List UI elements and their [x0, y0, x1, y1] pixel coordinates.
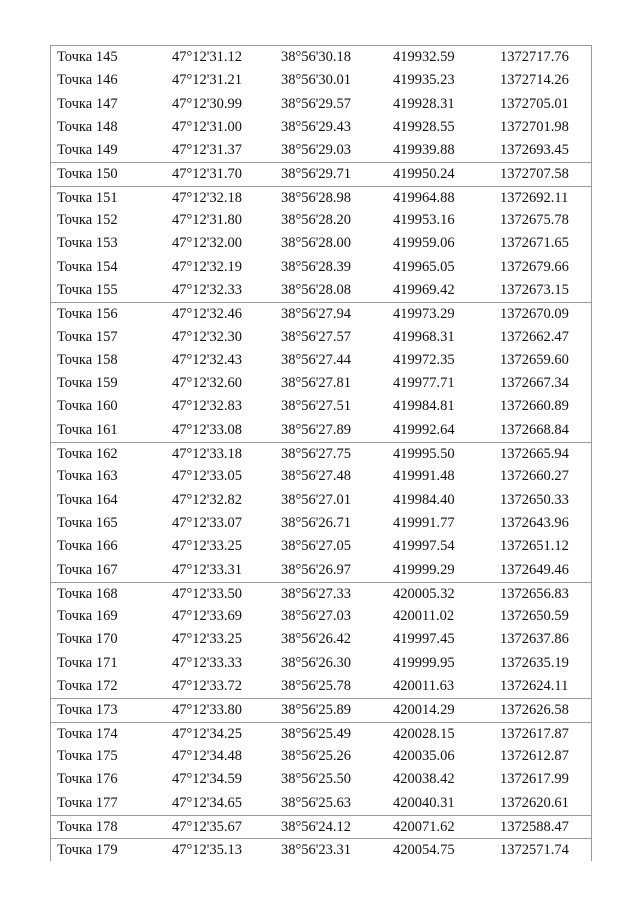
- y-coordinate-cell: 1372705.01: [500, 95, 569, 112]
- latitude-cell: 47°12'30.99: [172, 95, 243, 112]
- y-coordinate-cell: 1372670.09: [500, 306, 569, 323]
- point-name-cell: Точка 150: [57, 166, 118, 183]
- table-row: [51, 349, 591, 372]
- table-row: [51, 768, 591, 791]
- y-coordinate-cell: 1372665.94: [500, 446, 569, 463]
- longitude-cell: 38°56'27.01: [281, 491, 352, 508]
- point-name-cell: Точка 171: [57, 654, 118, 671]
- table-row: [51, 256, 591, 279]
- point-name-cell: Точка 154: [57, 258, 118, 275]
- point-name-cell: Точка 159: [57, 375, 118, 392]
- longitude-cell: 38°56'27.03: [281, 608, 352, 625]
- table-row: [51, 162, 591, 185]
- y-coordinate-cell: 1372617.87: [500, 725, 569, 742]
- latitude-cell: 47°12'34.65: [172, 794, 243, 811]
- latitude-cell: 47°12'33.07: [172, 514, 243, 531]
- point-name-cell: Точка 162: [57, 446, 118, 463]
- table-row: [51, 442, 591, 465]
- table-row: [51, 209, 591, 232]
- longitude-cell: 38°56'29.43: [281, 118, 352, 135]
- latitude-cell: 47°12'33.08: [172, 421, 243, 438]
- longitude-cell: 38°56'29.57: [281, 95, 352, 112]
- y-coordinate-cell: 1372667.34: [500, 375, 569, 392]
- point-name-cell: Точка 178: [57, 818, 118, 835]
- y-coordinate-cell: 1372626.58: [500, 702, 569, 719]
- y-coordinate-cell: 1372701.98: [500, 118, 569, 135]
- longitude-cell: 38°56'27.81: [281, 375, 352, 392]
- table-row: [51, 815, 591, 838]
- x-coordinate-cell: 419928.31: [393, 95, 455, 112]
- latitude-cell: 47°12'33.80: [172, 702, 243, 719]
- point-name-cell: Точка 164: [57, 491, 118, 508]
- table-row: [51, 93, 591, 116]
- y-coordinate-cell: 1372679.66: [500, 258, 569, 275]
- x-coordinate-cell: 419977.71: [393, 375, 455, 392]
- latitude-cell: 47°12'34.25: [172, 725, 243, 742]
- y-coordinate-cell: 1372571.74: [500, 842, 569, 859]
- table-row: [51, 326, 591, 349]
- latitude-cell: 47°12'35.13: [172, 842, 243, 859]
- x-coordinate-cell: 419935.23: [393, 72, 455, 89]
- longitude-cell: 38°56'26.30: [281, 654, 352, 671]
- point-name-cell: Точка 173: [57, 702, 118, 719]
- latitude-cell: 47°12'32.46: [172, 306, 243, 323]
- latitude-cell: 47°12'32.33: [172, 281, 243, 298]
- x-coordinate-cell: 419928.55: [393, 118, 455, 135]
- x-coordinate-cell: 420035.06: [393, 747, 455, 764]
- table-row: [51, 675, 591, 698]
- y-coordinate-cell: 1372620.61: [500, 794, 569, 811]
- latitude-cell: 47°12'33.72: [172, 678, 243, 695]
- longitude-cell: 38°56'30.01: [281, 72, 352, 89]
- y-coordinate-cell: 1372675.78: [500, 212, 569, 229]
- x-coordinate-cell: 420040.31: [393, 794, 455, 811]
- x-coordinate-cell: 419999.29: [393, 561, 455, 578]
- table-row: [51, 605, 591, 628]
- table-row: [51, 512, 591, 535]
- latitude-cell: 47°12'32.43: [172, 351, 243, 368]
- longitude-cell: 38°56'25.49: [281, 725, 352, 742]
- latitude-cell: 47°12'33.50: [172, 585, 243, 602]
- y-coordinate-cell: 1372643.96: [500, 514, 569, 531]
- y-coordinate-cell: 1372659.60: [500, 351, 569, 368]
- x-coordinate-cell: 419997.45: [393, 631, 455, 648]
- x-coordinate-cell: 420071.62: [393, 818, 455, 835]
- y-coordinate-cell: 1372651.12: [500, 538, 569, 555]
- y-coordinate-cell: 1372714.26: [500, 72, 569, 89]
- longitude-cell: 38°56'27.75: [281, 446, 352, 463]
- x-coordinate-cell: 420014.29: [393, 702, 455, 719]
- point-name-cell: Точка 168: [57, 585, 118, 602]
- point-name-cell: Точка 145: [57, 49, 118, 65]
- x-coordinate-cell: 419969.42: [393, 281, 455, 298]
- latitude-cell: 47°12'34.48: [172, 747, 243, 764]
- x-coordinate-cell: 419997.54: [393, 538, 455, 555]
- longitude-cell: 38°56'28.08: [281, 281, 352, 298]
- table-row: [51, 69, 591, 92]
- x-coordinate-cell: 419968.31: [393, 328, 455, 345]
- point-name-cell: Точка 147: [57, 95, 118, 112]
- y-coordinate-cell: 1372673.15: [500, 281, 569, 298]
- y-coordinate-cell: 1372656.83: [500, 585, 569, 602]
- point-name-cell: Точка 158: [57, 351, 118, 368]
- y-coordinate-cell: 1372637.86: [500, 631, 569, 648]
- point-name-cell: Точка 160: [57, 398, 118, 415]
- x-coordinate-cell: 419964.88: [393, 189, 455, 206]
- table-row: [51, 582, 591, 605]
- latitude-cell: 47°12'33.25: [172, 538, 243, 555]
- table-row: [51, 559, 591, 582]
- coordinates-table: [50, 45, 592, 861]
- table-row: [51, 139, 591, 162]
- point-name-cell: Точка 149: [57, 142, 118, 159]
- x-coordinate-cell: 420054.75: [393, 842, 455, 859]
- longitude-cell: 38°56'25.89: [281, 702, 352, 719]
- latitude-cell: 47°12'34.59: [172, 771, 243, 788]
- y-coordinate-cell: 1372612.87: [500, 747, 569, 764]
- x-coordinate-cell: 419953.16: [393, 212, 455, 229]
- x-coordinate-cell: 419999.95: [393, 654, 455, 671]
- table-row: [51, 535, 591, 558]
- longitude-cell: 38°56'29.03: [281, 142, 352, 159]
- x-coordinate-cell: 420028.15: [393, 725, 455, 742]
- latitude-cell: 47°12'31.00: [172, 118, 243, 135]
- latitude-cell: 47°12'33.33: [172, 654, 243, 671]
- point-name-cell: Точка 163: [57, 468, 118, 485]
- x-coordinate-cell: 419959.06: [393, 235, 455, 252]
- y-coordinate-cell: 1372617.99: [500, 771, 569, 788]
- y-coordinate-cell: 1372662.47: [500, 328, 569, 345]
- latitude-cell: 47°12'32.83: [172, 398, 243, 415]
- table-row: [51, 302, 591, 325]
- table-row: [51, 372, 591, 395]
- x-coordinate-cell: 419973.29: [393, 306, 455, 323]
- longitude-cell: 38°56'28.39: [281, 258, 352, 275]
- y-coordinate-cell: 1372650.59: [500, 608, 569, 625]
- longitude-cell: 38°56'29.71: [281, 166, 352, 183]
- y-coordinate-cell: 1372649.46: [500, 561, 569, 578]
- latitude-cell: 47°12'33.05: [172, 468, 243, 485]
- point-name-cell: Точка 172: [57, 678, 118, 695]
- y-coordinate-cell: 1372650.33: [500, 491, 569, 508]
- table-row: [51, 116, 591, 139]
- x-coordinate-cell: 419992.64: [393, 421, 455, 438]
- longitude-cell: 38°56'28.00: [281, 235, 352, 252]
- y-coordinate-cell: 1372624.11: [500, 678, 569, 695]
- table-row: [51, 628, 591, 651]
- y-coordinate-cell: 1372635.19: [500, 654, 569, 671]
- latitude-cell: 47°12'33.18: [172, 446, 243, 463]
- point-name-cell: Точка 166: [57, 538, 118, 555]
- table-row: [51, 745, 591, 768]
- latitude-cell: 47°12'33.69: [172, 608, 243, 625]
- longitude-cell: 38°56'27.05: [281, 538, 352, 555]
- x-coordinate-cell: 419972.35: [393, 351, 455, 368]
- longitude-cell: 38°56'24.12: [281, 818, 352, 835]
- y-coordinate-cell: 1372588.47: [500, 818, 569, 835]
- point-name-cell: Точка 176: [57, 771, 118, 788]
- longitude-cell: 38°56'25.63: [281, 794, 352, 811]
- table-row: [51, 186, 591, 209]
- longitude-cell: 38°56'26.42: [281, 631, 352, 648]
- point-name-cell: Точка 170: [57, 631, 118, 648]
- longitude-cell: 38°56'28.98: [281, 189, 352, 206]
- longitude-cell: 38°56'25.26: [281, 747, 352, 764]
- longitude-cell: 38°56'26.97: [281, 561, 352, 578]
- latitude-cell: 47°12'33.31: [172, 561, 243, 578]
- point-name-cell: Точка 155: [57, 281, 118, 298]
- table-row: [51, 465, 591, 488]
- longitude-cell: 38°56'27.33: [281, 585, 352, 602]
- latitude-cell: 47°12'31.37: [172, 142, 243, 159]
- point-name-cell: Точка 151: [57, 189, 118, 206]
- y-coordinate-cell: 1372671.65: [500, 235, 569, 252]
- latitude-cell: 47°12'32.00: [172, 235, 243, 252]
- latitude-cell: 47°12'32.30: [172, 328, 243, 345]
- latitude-cell: 47°12'31.70: [172, 166, 243, 183]
- table-row: [51, 279, 591, 302]
- longitude-cell: 38°56'28.20: [281, 212, 352, 229]
- point-name-cell: Точка 146: [57, 72, 118, 89]
- x-coordinate-cell: 419991.77: [393, 514, 455, 531]
- point-name-cell: Точка 148: [57, 118, 118, 135]
- longitude-cell: 38°56'27.57: [281, 328, 352, 345]
- x-coordinate-cell: 420011.02: [393, 608, 455, 625]
- point-name-cell: Точка 161: [57, 421, 118, 438]
- table-row: [51, 698, 591, 721]
- latitude-cell: 47°12'35.67: [172, 818, 243, 835]
- longitude-cell: 38°56'25.50: [281, 771, 352, 788]
- x-coordinate-cell: 419991.48: [393, 468, 455, 485]
- point-name-cell: Точка 179: [57, 842, 118, 859]
- y-coordinate-cell: 1372692.11: [500, 189, 569, 206]
- table-row: [51, 46, 591, 69]
- point-name-cell: Точка 157: [57, 328, 118, 345]
- latitude-cell: 47°12'32.18: [172, 189, 243, 206]
- x-coordinate-cell: 420005.32: [393, 585, 455, 602]
- longitude-cell: 38°56'26.71: [281, 514, 352, 531]
- x-coordinate-cell: 419950.24: [393, 166, 455, 183]
- x-coordinate-cell: 419984.40: [393, 491, 455, 508]
- table-row: [51, 838, 591, 861]
- point-name-cell: Точка 165: [57, 514, 118, 531]
- longitude-cell: 38°56'23.31: [281, 842, 352, 859]
- latitude-cell: 47°12'32.60: [172, 375, 243, 392]
- longitude-cell: 38°56'25.78: [281, 678, 352, 695]
- point-name-cell: Точка 169: [57, 608, 118, 625]
- point-name-cell: Точка 174: [57, 725, 118, 742]
- point-name-cell: Точка 175: [57, 747, 118, 764]
- x-coordinate-cell: 420038.42: [393, 771, 455, 788]
- latitude-cell: 47°12'31.80: [172, 212, 243, 229]
- longitude-cell: 38°56'27.94: [281, 306, 352, 323]
- x-coordinate-cell: 419939.88: [393, 142, 455, 159]
- point-name-cell: Точка 156: [57, 306, 118, 323]
- latitude-cell: 47°12'32.19: [172, 258, 243, 275]
- point-name-cell: Точка 153: [57, 235, 118, 252]
- y-coordinate-cell: 1372707.58: [500, 166, 569, 183]
- table-row: [51, 395, 591, 418]
- longitude-cell: 38°56'27.51: [281, 398, 352, 415]
- y-coordinate-cell: 1372717.76: [500, 49, 569, 65]
- table-row: [51, 722, 591, 745]
- y-coordinate-cell: 1372668.84: [500, 421, 569, 438]
- point-name-cell: Точка 167: [57, 561, 118, 578]
- longitude-cell: 38°56'27.89: [281, 421, 352, 438]
- point-name-cell: Точка 152: [57, 212, 118, 229]
- y-coordinate-cell: 1372660.89: [500, 398, 569, 415]
- y-coordinate-cell: 1372693.45: [500, 142, 569, 159]
- table-row: [51, 232, 591, 255]
- latitude-cell: 47°12'31.12: [172, 49, 243, 65]
- table-row: [51, 652, 591, 675]
- table-row: [51, 489, 591, 512]
- x-coordinate-cell: 419965.05: [393, 258, 455, 275]
- table-row: [51, 419, 591, 442]
- x-coordinate-cell: 419932.59: [393, 49, 455, 65]
- longitude-cell: 38°56'30.18: [281, 49, 352, 65]
- y-coordinate-cell: 1372660.27: [500, 468, 569, 485]
- x-coordinate-cell: 419984.81: [393, 398, 455, 415]
- longitude-cell: 38°56'27.44: [281, 351, 352, 368]
- latitude-cell: 47°12'31.21: [172, 72, 243, 89]
- x-coordinate-cell: 420011.63: [393, 678, 455, 695]
- longitude-cell: 38°56'27.48: [281, 468, 352, 485]
- table-row: [51, 792, 591, 815]
- point-name-cell: Точка 177: [57, 794, 118, 811]
- latitude-cell: 47°12'33.25: [172, 631, 243, 648]
- latitude-cell: 47°12'32.82: [172, 491, 243, 508]
- x-coordinate-cell: 419995.50: [393, 446, 455, 463]
